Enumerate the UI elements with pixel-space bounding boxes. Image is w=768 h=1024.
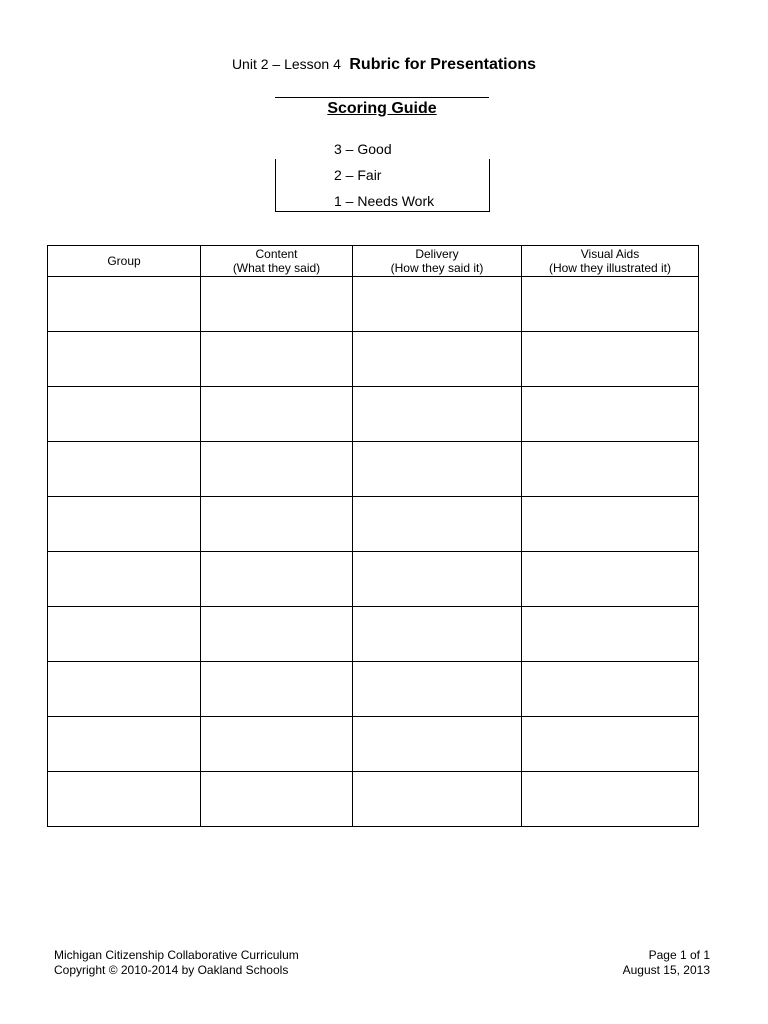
- table-cell: [353, 277, 522, 332]
- table-cell: [353, 607, 522, 662]
- table-cell: [201, 662, 353, 717]
- column-title: Group: [107, 254, 141, 268]
- table-cell: [353, 772, 522, 827]
- table-row: [48, 277, 699, 332]
- column-header-group: [48, 246, 201, 277]
- table-cell: [48, 717, 201, 772]
- table-row: [48, 387, 699, 442]
- rubric-table-body: [48, 277, 699, 827]
- table-cell: [522, 772, 699, 827]
- table-cell: [48, 662, 201, 717]
- table-cell: [522, 387, 699, 442]
- column-header-delivery: [353, 246, 522, 277]
- table-cell: [353, 332, 522, 387]
- column-title: Delivery: [415, 247, 459, 261]
- table-row: [48, 772, 699, 827]
- table-cell: [522, 442, 699, 497]
- table-row: [48, 717, 699, 772]
- footer-copyright: Copyright © 2010-2014 by Oakland Schools: [54, 963, 289, 977]
- table-cell: [201, 552, 353, 607]
- table-row: [48, 607, 699, 662]
- footer-page-number: Page 1 of 1: [648, 948, 710, 962]
- table-cell: [48, 387, 201, 442]
- table-cell: [522, 552, 699, 607]
- scoring-level-needs-work: 1 – Needs Work: [334, 193, 435, 209]
- table-cell: [48, 497, 201, 552]
- table-cell: [353, 442, 522, 497]
- table-cell: [522, 717, 699, 772]
- column-subtitle: (How they said it): [390, 261, 484, 275]
- table-cell: [522, 332, 699, 387]
- table-cell: [48, 607, 201, 662]
- table-cell: [201, 332, 353, 387]
- table-cell: [522, 497, 699, 552]
- column-title: Content: [255, 247, 298, 261]
- rubric-table: [47, 245, 699, 827]
- table-cell: [201, 497, 353, 552]
- table-row: [48, 332, 699, 387]
- lesson-label: Unit 2 – Lesson 4: [231, 56, 341, 72]
- scoring-guide-heading: Scoring Guide: [327, 100, 437, 117]
- table-cell: [522, 277, 699, 332]
- table-cell: [48, 442, 201, 497]
- scoring-level-good: 3 – Good: [334, 141, 392, 157]
- column-header-visual-aids: [522, 246, 699, 277]
- footer-date: August 15, 2013: [622, 963, 710, 977]
- table-cell: [201, 277, 353, 332]
- footer-curriculum-name: Michigan Citizenship Collaborative Curriculum: [54, 948, 299, 962]
- table-cell: [353, 717, 522, 772]
- table-row: [48, 497, 699, 552]
- footer-left: [54, 948, 299, 978]
- table-cell: [201, 607, 353, 662]
- table-cell: [353, 387, 522, 442]
- table-cell: [522, 607, 699, 662]
- table-cell: [48, 772, 201, 827]
- scoring-guide-rule: [275, 97, 489, 98]
- rubric-title: Rubric for Presentations: [349, 56, 537, 73]
- table-cell: [48, 552, 201, 607]
- table-cell: [48, 277, 201, 332]
- column-header-content: [201, 246, 353, 277]
- table-cell: [48, 332, 201, 387]
- table-cell: [201, 772, 353, 827]
- table-cell: [353, 552, 522, 607]
- column-subtitle: (How they illustrated it): [548, 261, 672, 275]
- table-row: [48, 552, 699, 607]
- page-title: [0, 56, 768, 74]
- table-row: [48, 662, 699, 717]
- table-row: [48, 442, 699, 497]
- table-cell: [201, 387, 353, 442]
- table-cell: [201, 717, 353, 772]
- table-cell: [353, 497, 522, 552]
- table-cell: [353, 662, 522, 717]
- table-cell: [522, 662, 699, 717]
- column-subtitle: (What they said): [232, 261, 321, 275]
- column-title: Visual Aids: [580, 247, 640, 261]
- table-cell: [201, 442, 353, 497]
- scoring-level-fair: 2 – Fair: [334, 167, 382, 183]
- table-header-row: [48, 246, 699, 277]
- footer-right: [623, 948, 710, 978]
